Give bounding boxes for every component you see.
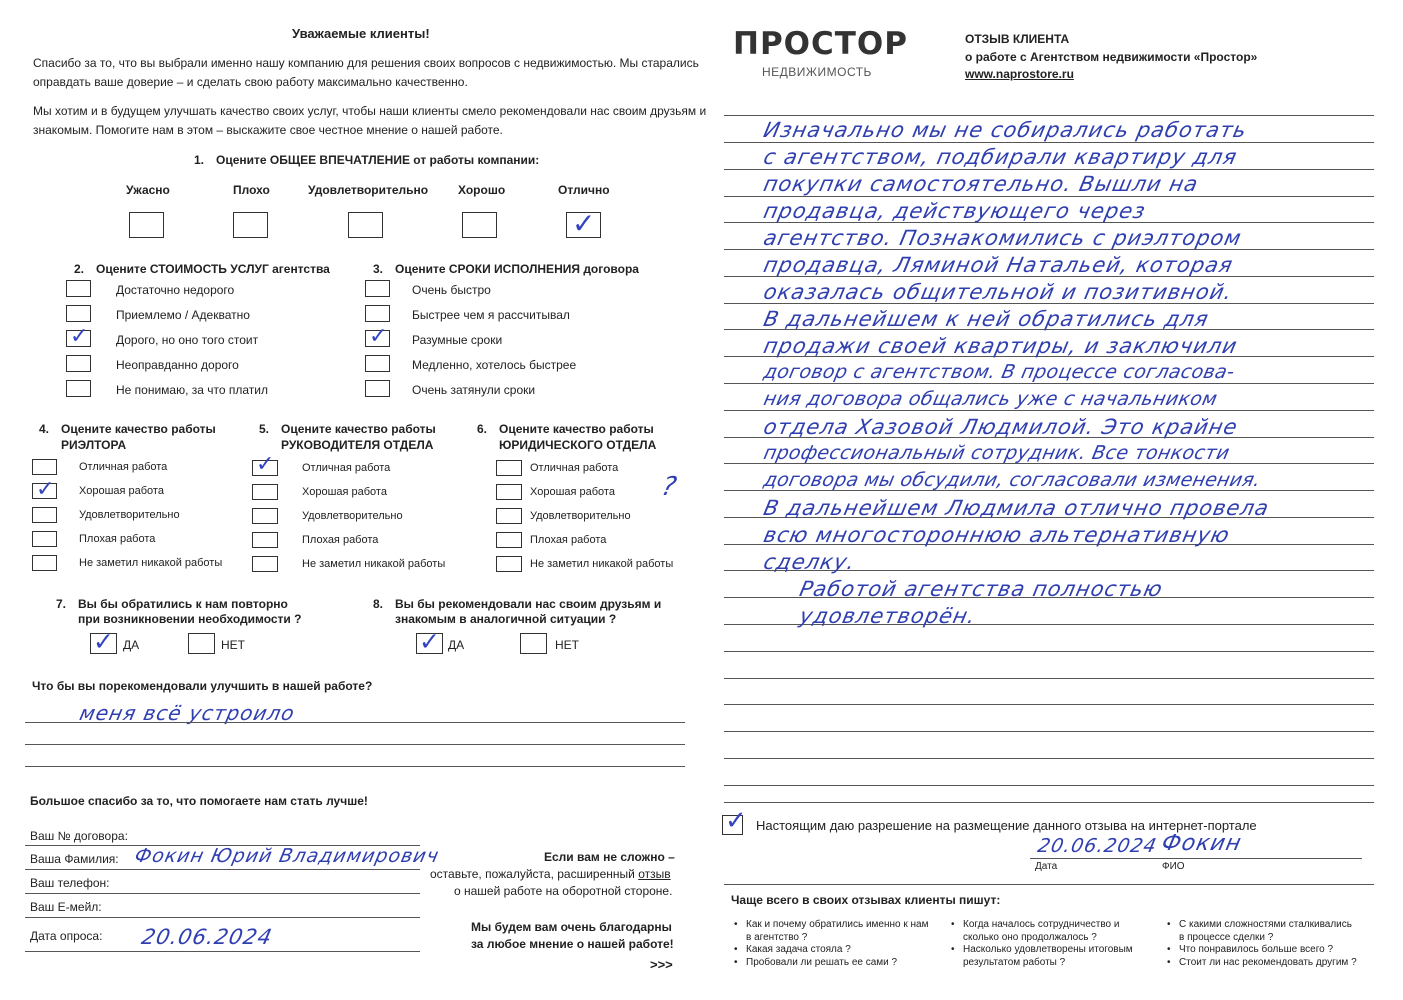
- bullet-icon: •: [951, 919, 955, 930]
- q4-option-label: Хорошая работа: [79, 485, 164, 497]
- q3-option-label: Очень быстро: [412, 283, 491, 297]
- q2-option-label: Неоправданно дорого: [116, 358, 239, 372]
- often-title: Чаще всего в своих отзывах клиенты пишут:: [731, 893, 1001, 907]
- q5-checkbox[interactable]: [252, 556, 278, 572]
- intro-text-1: Спасибо за то, что вы выбрали именно нашу компанию для решения своих вопросов с недвижимостью. Мы старались: [33, 56, 699, 70]
- q6-checkbox[interactable]: [496, 556, 522, 572]
- review-line: профессиональный сотрудник. Все тонкости: [761, 442, 1232, 464]
- handwritten-check-icon: ✓: [256, 452, 275, 477]
- q2-option-label: Не понимаю, за что платил: [116, 383, 269, 397]
- page-title: Уважаемые клиенты!: [292, 26, 430, 41]
- tip-text: С какими сложностями сталкивались в процессе сделки ?: [1179, 919, 1352, 943]
- q3-number: 3.: [373, 262, 384, 276]
- ruled-line: [724, 169, 1374, 170]
- review-line: ния договора общались уже с начальником: [761, 388, 1220, 410]
- q3-checkbox[interactable]: [365, 355, 390, 372]
- q6-number: 6.: [477, 422, 488, 436]
- q8-no-label: НЕТ: [555, 638, 579, 652]
- email-label: Ваш Е-мейл:: [30, 900, 102, 914]
- q6-checkbox[interactable]: [496, 508, 522, 524]
- q6-option-label: Хорошая работа: [530, 486, 615, 498]
- review-line: Работой агентства полностью: [797, 577, 1166, 601]
- tip-item: [951, 943, 1148, 969]
- thanks-text: Большое спасибо за то, что помогаете нам стать лучше!: [30, 794, 368, 808]
- review-line: покупки самостоятельно. Вышли на: [761, 172, 1201, 196]
- handwritten-check-icon: ✓: [419, 627, 440, 656]
- signature-date-handwritten[interactable]: 20.06.2024: [1035, 835, 1160, 857]
- handwritten-check-icon: ✓: [93, 627, 114, 656]
- handwritten-check-icon: ✓: [369, 324, 388, 349]
- q5-checkbox[interactable]: [252, 484, 278, 500]
- tip-item: [951, 918, 1148, 944]
- q2-number: 2.: [74, 262, 85, 276]
- date-label: Дата опроса:: [30, 929, 103, 943]
- review-line: продавца, действующего через: [761, 199, 1149, 223]
- tip-item: [734, 918, 936, 944]
- improve-answer-handwritten[interactable]: меня всё устроило: [77, 701, 298, 725]
- intro-text-3: Мы хотим и в будущем улучшать качество своих услуг, чтобы наши клиенты смело рекомендовали нас своим друзьям и: [33, 104, 707, 118]
- permission-text: Настоящим даю разрешение на размещение данного отзыва на интернет-портале: [756, 818, 1257, 833]
- q3-title: Оцените СРОКИ ИСПОЛНЕНИЯ договора: [395, 262, 639, 276]
- q2-checkbox[interactable]: [66, 380, 91, 397]
- q3-checkbox[interactable]: [365, 280, 390, 297]
- q3-option-label: Медленно, хотелось быстрее: [412, 358, 577, 372]
- review-line: продавца, Ляминой Натальей, которая: [761, 253, 1236, 277]
- q5-checkbox[interactable]: [252, 532, 278, 548]
- review-heading: ОТЗЫВ КЛИЕНТА: [965, 32, 1070, 46]
- side-note-heading: Если вам не сложно –: [544, 850, 675, 864]
- q3-option-label: Очень затянули сроки: [412, 383, 536, 397]
- q2-option-label: Дорого, но оно того стоит: [116, 333, 259, 347]
- q1-checkbox[interactable]: [348, 212, 383, 238]
- signature-handwritten[interactable]: Фокин: [1159, 831, 1245, 856]
- ruled-line: [724, 785, 1374, 786]
- q8-yes-label: ДА: [448, 638, 465, 652]
- side-note-heading: Мы будем вам очень благодарны: [471, 920, 672, 934]
- q8-subtitle: знакомым в аналогичной ситуации ?: [395, 612, 617, 626]
- review-line: В дальнейшем к ней обратились для: [761, 307, 1212, 331]
- answer-line: [25, 744, 685, 745]
- intro-text-2: оправдать ваше доверие – и сделать свою работу максимально качественно.: [33, 75, 468, 89]
- ruled-line: [724, 731, 1374, 732]
- q2-option-label: Приемлемо / Адекватно: [116, 308, 250, 322]
- q5-option-label: Отличная работа: [302, 462, 391, 474]
- q1-checkbox[interactable]: [233, 212, 268, 238]
- q7-no-checkbox[interactable]: [188, 633, 215, 654]
- q3-option-label: Быстрее чем я рассчитывал: [412, 308, 570, 322]
- q5-number: 5.: [259, 422, 270, 436]
- ruled-line: [724, 758, 1374, 759]
- review-subheading: о работе с Агентством недвижимости «Простор»: [965, 50, 1258, 64]
- q8-number: 8.: [373, 597, 384, 611]
- q4-subtitle: РИЭЛТОРА: [61, 438, 127, 452]
- tip-item: [1167, 918, 1359, 944]
- side-note-text: [430, 867, 671, 881]
- field-line: [25, 917, 420, 918]
- improve-question: Что бы вы порекомендовали улучшить в нашей работе?: [32, 679, 373, 693]
- q1-option-label: Ужасно: [126, 183, 170, 197]
- q6-option-label: Удовлетворительно: [530, 510, 631, 522]
- signature-line: [1030, 858, 1362, 859]
- tip-item: [1167, 943, 1359, 956]
- ruled-line: [724, 142, 1374, 143]
- q1-title: Оцените ОБЩЕЕ ВПЕЧАТЛЕНИЕ от работы компании:: [216, 153, 540, 167]
- q5-option-label: Удовлетворительно: [302, 510, 403, 522]
- q6-checkbox[interactable]: [496, 532, 522, 548]
- side-note-text-part: оставьте, пожалуйста, расширенный: [430, 867, 635, 881]
- review-line: всю многостороннюю альтернативную: [761, 523, 1233, 547]
- ruled-line: [724, 678, 1374, 679]
- q6-option-label: Отличная работа: [530, 462, 619, 474]
- q2-checkbox[interactable]: [66, 280, 91, 297]
- q1-number: 1.: [194, 153, 205, 167]
- q5-option-label: Не заметил никакой работы: [302, 558, 446, 570]
- q1-checkbox[interactable]: [129, 212, 164, 238]
- field-line: [25, 951, 420, 952]
- q1-option-label: Хорошо: [458, 183, 506, 197]
- q7-yes-label: ДА: [123, 638, 140, 652]
- q6-checkbox[interactable]: [496, 484, 522, 500]
- q4-checkbox[interactable]: [32, 531, 57, 547]
- review-line: оказалась общительной и позитивной.: [761, 280, 1235, 304]
- contract-label: Ваш № договора:: [30, 829, 128, 843]
- tip-item: [734, 956, 936, 969]
- intro-text-4: знакомым. Помогите нам в этом – выскажите свое честное мнение о нашей работе.: [33, 123, 503, 137]
- bullet-icon: •: [734, 957, 738, 968]
- q6-checkbox[interactable]: [496, 460, 522, 476]
- side-note-text: о нашей работе на оборотной стороне.: [454, 884, 673, 898]
- side-note-heading: за любое мнение о нашей работе!: [471, 937, 674, 951]
- date-value-handwritten[interactable]: 20.06.2024: [139, 925, 275, 949]
- q1-option-label: Отлично: [558, 183, 610, 197]
- q4-option-label: Не заметил никакой работы: [79, 557, 223, 569]
- review-line: отдела Хазовой Людмилой. Это крайне: [761, 415, 1241, 439]
- review-line: агентство. Познакомились с риэлтором: [761, 226, 1245, 250]
- q3-option-label: Разумные сроки: [412, 333, 503, 347]
- q2-checkbox[interactable]: [66, 355, 91, 372]
- divider-line: [724, 884, 1374, 885]
- q8-title: Вы бы рекомендовали нас своим друзьям и: [395, 597, 662, 611]
- date-caption: Дата: [1035, 861, 1058, 872]
- q3-checkbox[interactable]: [365, 380, 390, 397]
- logo-wordmark: ПРОСТОР: [733, 26, 908, 62]
- bullet-icon: •: [951, 944, 955, 955]
- review-line: договора мы обсудили, согласовали изменения.: [761, 469, 1263, 491]
- q6-option-label: Не заметил никакой работы: [530, 558, 674, 570]
- q1-checkbox[interactable]: [462, 212, 497, 238]
- q4-title: Оцените качество работы: [61, 422, 216, 436]
- field-line: [25, 869, 420, 870]
- q1-option-label: Удовлетворительно: [308, 183, 429, 197]
- review-line: с агентством, подбирали квартиру для: [761, 145, 1240, 169]
- q8-no-checkbox[interactable]: [520, 633, 547, 654]
- ruled-line: [724, 704, 1374, 705]
- q5-checkbox[interactable]: [252, 508, 278, 524]
- review-line: В дальнейшем Людмила отлично провела: [761, 496, 1272, 520]
- handwritten-question-mark: ?: [658, 472, 681, 502]
- q4-number: 4.: [39, 422, 50, 436]
- bullet-icon: •: [734, 919, 738, 930]
- logo-subtitle: НЕДВИЖИМОСТЬ: [762, 65, 872, 79]
- fio-caption: ФИО: [1162, 861, 1185, 872]
- q5-title: Оцените качество работы: [281, 422, 436, 436]
- q6-option-label: Плохая работа: [530, 534, 607, 546]
- q2-title: Оцените СТОИМОСТЬ УСЛУГ агентства: [96, 262, 330, 276]
- handwritten-check-icon: ✓: [70, 324, 89, 349]
- surname-label: Ваша Фамилия:: [30, 852, 119, 866]
- field-line: [25, 893, 420, 894]
- q5-option-label: Хорошая работа: [302, 486, 387, 498]
- q7-subtitle: при возникновении необходимости ?: [78, 612, 302, 626]
- bullet-icon: •: [1167, 944, 1171, 955]
- q7-no-label: НЕТ: [221, 638, 245, 652]
- q4-checkbox[interactable]: [32, 459, 57, 475]
- tip-text: Что понравилось больше всего ?: [1179, 944, 1334, 955]
- q5-subtitle: РУКОВОДИТЕЛЯ ОТДЕЛА: [281, 438, 434, 452]
- q4-checkbox[interactable]: [32, 507, 57, 523]
- handwritten-check-icon: ✓: [36, 477, 55, 502]
- next-page-arrows: >>>: [650, 957, 673, 972]
- q5-option-label: Плохая работа: [302, 534, 379, 546]
- q4-option-label: Отличная работа: [79, 461, 168, 473]
- surname-value-handwritten[interactable]: Фокин Юрий Владимирович: [132, 845, 442, 867]
- review-line: сделку.: [761, 550, 858, 574]
- ruled-line: [724, 383, 1374, 384]
- review-line: удовлетворён.: [797, 604, 979, 628]
- q1-option-label: Плохо: [233, 183, 270, 197]
- review-line: Изначально мы не собирались работать: [761, 118, 1250, 142]
- phone-label: Ваш телефон:: [30, 876, 110, 890]
- q7-number: 7.: [56, 597, 67, 611]
- tip-text: Какая задача стояла ?: [746, 944, 851, 955]
- tip-item: [1167, 956, 1359, 969]
- review-line: договор с агентством. В процессе согласова-: [761, 361, 1237, 383]
- q4-option-label: Удовлетворительно: [79, 509, 180, 521]
- website-link[interactable]: www.naprostore.ru: [965, 67, 1074, 81]
- q6-subtitle: ЮРИДИЧЕСКОГО ОТДЕЛА: [499, 438, 657, 452]
- q2-option-label: Достаточно недорого: [116, 283, 235, 297]
- ruled-line: [724, 802, 1374, 803]
- ruled-line: [724, 115, 1374, 116]
- tip-item: [734, 943, 936, 956]
- answer-line: [25, 766, 685, 767]
- q7-title: Вы бы обратились к нам повторно: [78, 597, 288, 611]
- handwritten-check-icon: ✓: [725, 806, 747, 836]
- bullet-icon: •: [1167, 957, 1171, 968]
- tip-text: Насколько удовлетворены итоговым результатом работы ?: [963, 944, 1133, 968]
- tip-text: Когда началось сотрудничество и сколько оно продолжалось ?: [963, 919, 1120, 943]
- handwritten-check-icon: ✓: [572, 207, 596, 240]
- q2-checkbox[interactable]: [66, 305, 91, 322]
- ruled-line: [724, 410, 1374, 411]
- q3-checkbox[interactable]: [365, 305, 390, 322]
- review-link[interactable]: отзыв: [638, 867, 671, 881]
- answer-line: [25, 722, 685, 723]
- ruled-line: [724, 196, 1374, 197]
- bullet-icon: •: [1167, 919, 1171, 930]
- tip-text: Как и почему обратились именно к нам в агентство ?: [746, 919, 929, 943]
- q4-checkbox[interactable]: [32, 555, 57, 571]
- tip-text: Пробовали ли решать ее сами ?: [746, 957, 898, 968]
- tip-text: Стоит ли нас рекомендовать другим ?: [1179, 957, 1357, 968]
- q6-title: Оцените качество работы: [499, 422, 654, 436]
- ruled-line: [724, 651, 1374, 652]
- bullet-icon: •: [734, 944, 738, 955]
- q4-option-label: Плохая работа: [79, 533, 156, 545]
- review-line: продажи своей квартиры, и заключили: [761, 334, 1240, 358]
